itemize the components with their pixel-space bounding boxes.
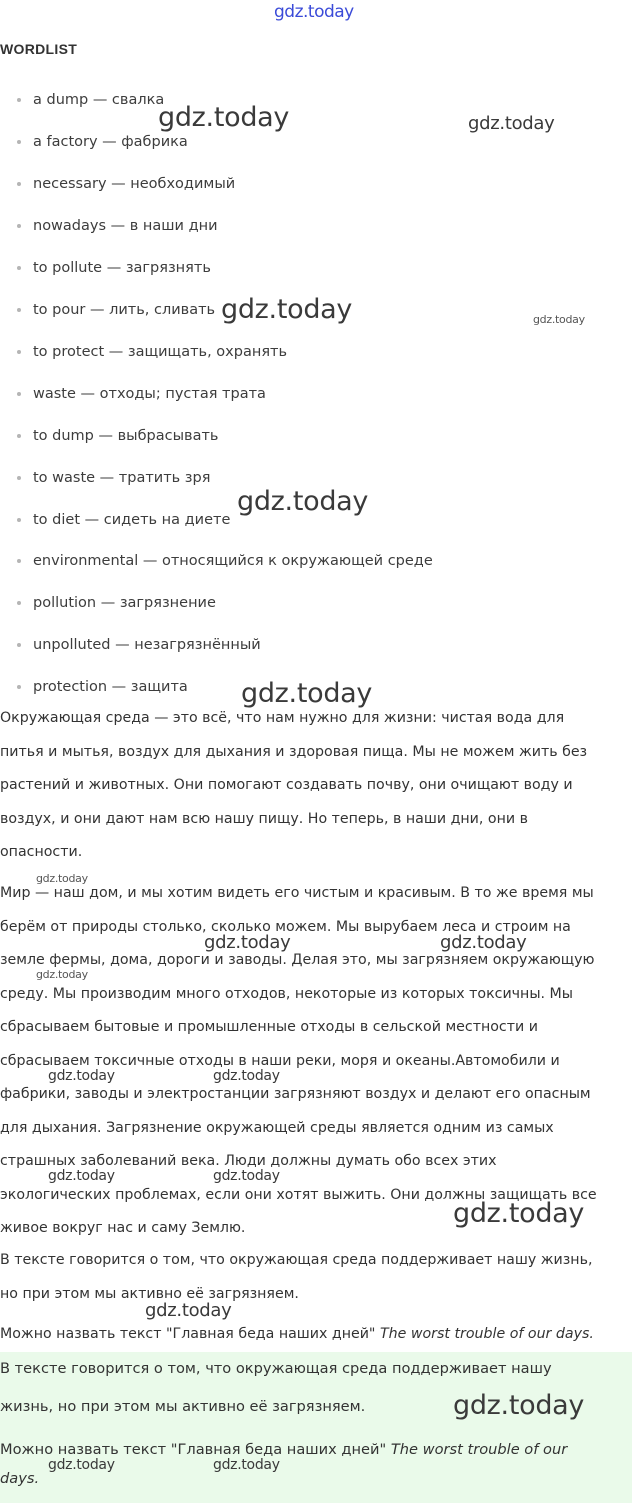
bullet-icon bbox=[17, 434, 21, 438]
bullet-icon bbox=[17, 685, 21, 689]
watermark: gdz.today bbox=[213, 1068, 280, 1084]
paragraph-line: среду. Мы производим много отходов, некоторые из которых токсичны. Мы bbox=[0, 985, 574, 1002]
watermark: gdz.today bbox=[453, 1390, 585, 1421]
paragraph-line: Мир — наш дом, и мы хотим видеть его чистым и красивым. В то же время мы bbox=[0, 885, 594, 901]
watermark: gdz.today bbox=[48, 1457, 115, 1473]
watermark: gdz.today bbox=[221, 294, 353, 325]
paragraph-line: живое вокруг нас и саму Землю. bbox=[0, 1220, 246, 1236]
paragraph-line: растений и животных. Они помогают создавать почву, они очищают воду и bbox=[0, 777, 573, 793]
bullet-icon bbox=[17, 518, 21, 522]
text-paragraph-environment bbox=[0, 702, 632, 870]
text-paragraph-title bbox=[0, 1318, 632, 1352]
paragraph-line: Можно назвать текст "Главная беда наших дней" The worst trouble of our days. bbox=[0, 1326, 594, 1342]
paragraph-line: воздух, и они дают нам всю нашу пищу. Но теперь, в наши дни, они в bbox=[0, 810, 528, 827]
paragraph-line: жизнь, но при этом мы активно её загрязняем. bbox=[0, 1398, 366, 1415]
bullet-icon bbox=[17, 266, 21, 270]
watermark: gdz.today bbox=[36, 872, 88, 885]
bullet-icon bbox=[17, 559, 21, 563]
paragraph-line: В тексте говорится о том, что окружающая среда поддерживает нашу жизнь, bbox=[0, 1252, 593, 1268]
text-paragraph-summary bbox=[0, 1244, 632, 1311]
bullet-icon bbox=[17, 140, 21, 144]
watermark: gdz.today bbox=[158, 102, 290, 133]
watermark: gdz.today bbox=[204, 932, 291, 953]
wordlist-heading: WORDLIST bbox=[0, 41, 78, 57]
bullet-icon bbox=[17, 182, 21, 186]
watermark: gdz.today bbox=[48, 1068, 115, 1084]
paragraph-line: days. bbox=[0, 1470, 40, 1487]
bullet-icon bbox=[17, 643, 21, 647]
watermark: gdz.today bbox=[36, 968, 88, 981]
bullet-icon bbox=[17, 392, 21, 396]
bullet-icon bbox=[17, 601, 21, 605]
watermark: gdz.today bbox=[48, 1168, 115, 1184]
paragraph-line: фабрики, заводы и электростанции загрязняют воздух и делают его опасным bbox=[0, 1086, 591, 1102]
paragraph-line: Можно назвать текст "Главная беда наших дней" The worst trouble of our bbox=[0, 1441, 568, 1458]
bullet-icon bbox=[17, 350, 21, 354]
paragraph-line: экологических проблемах, если они хотят выжить. Они должны защищать все bbox=[0, 1186, 597, 1203]
site-watermark-header: gdz.today bbox=[274, 2, 354, 22]
watermark: gdz.today bbox=[145, 1300, 232, 1321]
paragraph-line: берём от природы столько, сколько можем. Мы вырубаем леса и строим на bbox=[0, 918, 571, 935]
watermark: gdz.today bbox=[241, 678, 373, 709]
paragraph-line: опасности. bbox=[0, 844, 83, 860]
watermark: gdz.today bbox=[533, 313, 585, 326]
paragraph-line: сбрасываем токсичные отходы в наши реки, моря и океаны.Автомобили и bbox=[0, 1052, 560, 1069]
answer-box bbox=[0, 1352, 632, 1503]
watermark: gdz.today bbox=[237, 486, 369, 517]
paragraph-line: земле фермы, дома, дороги и заводы. Делая это, мы загрязняем окружающую bbox=[0, 952, 595, 968]
paragraph-line: питья и мытья, воздух для дыхания и здоровая пища. Мы не можем жить без bbox=[0, 743, 588, 760]
paragraph-line: для дыхания. Загрязнение окружающей среды является одним из самых bbox=[0, 1119, 554, 1136]
watermark: gdz.today bbox=[468, 113, 555, 134]
paragraph-line: страшных заболеваний века. Люди должны думать обо всех этих bbox=[0, 1153, 497, 1169]
watermark: gdz.today bbox=[453, 1198, 585, 1229]
paragraph-line: но при этом мы активно её загрязняем. bbox=[0, 1285, 299, 1302]
bullet-icon bbox=[17, 476, 21, 480]
paragraph-line: Окружающая среда — это всё, что нам нужно для жизни: чистая вода для bbox=[0, 710, 565, 726]
watermark: gdz.today bbox=[213, 1168, 280, 1184]
watermark: gdz.today bbox=[213, 1457, 280, 1473]
paragraph-line: В тексте говорится о том, что окружающая среда поддерживает нашу bbox=[0, 1360, 552, 1377]
paragraph-line: сбрасываем бытовые и промышленные отходы в сельской местности и bbox=[0, 1019, 538, 1035]
bullet-icon bbox=[17, 98, 21, 102]
bullet-icon bbox=[17, 224, 21, 228]
bullet-icon bbox=[17, 308, 21, 312]
watermark: gdz.today bbox=[440, 932, 527, 953]
text-paragraph-world bbox=[0, 877, 632, 1246]
